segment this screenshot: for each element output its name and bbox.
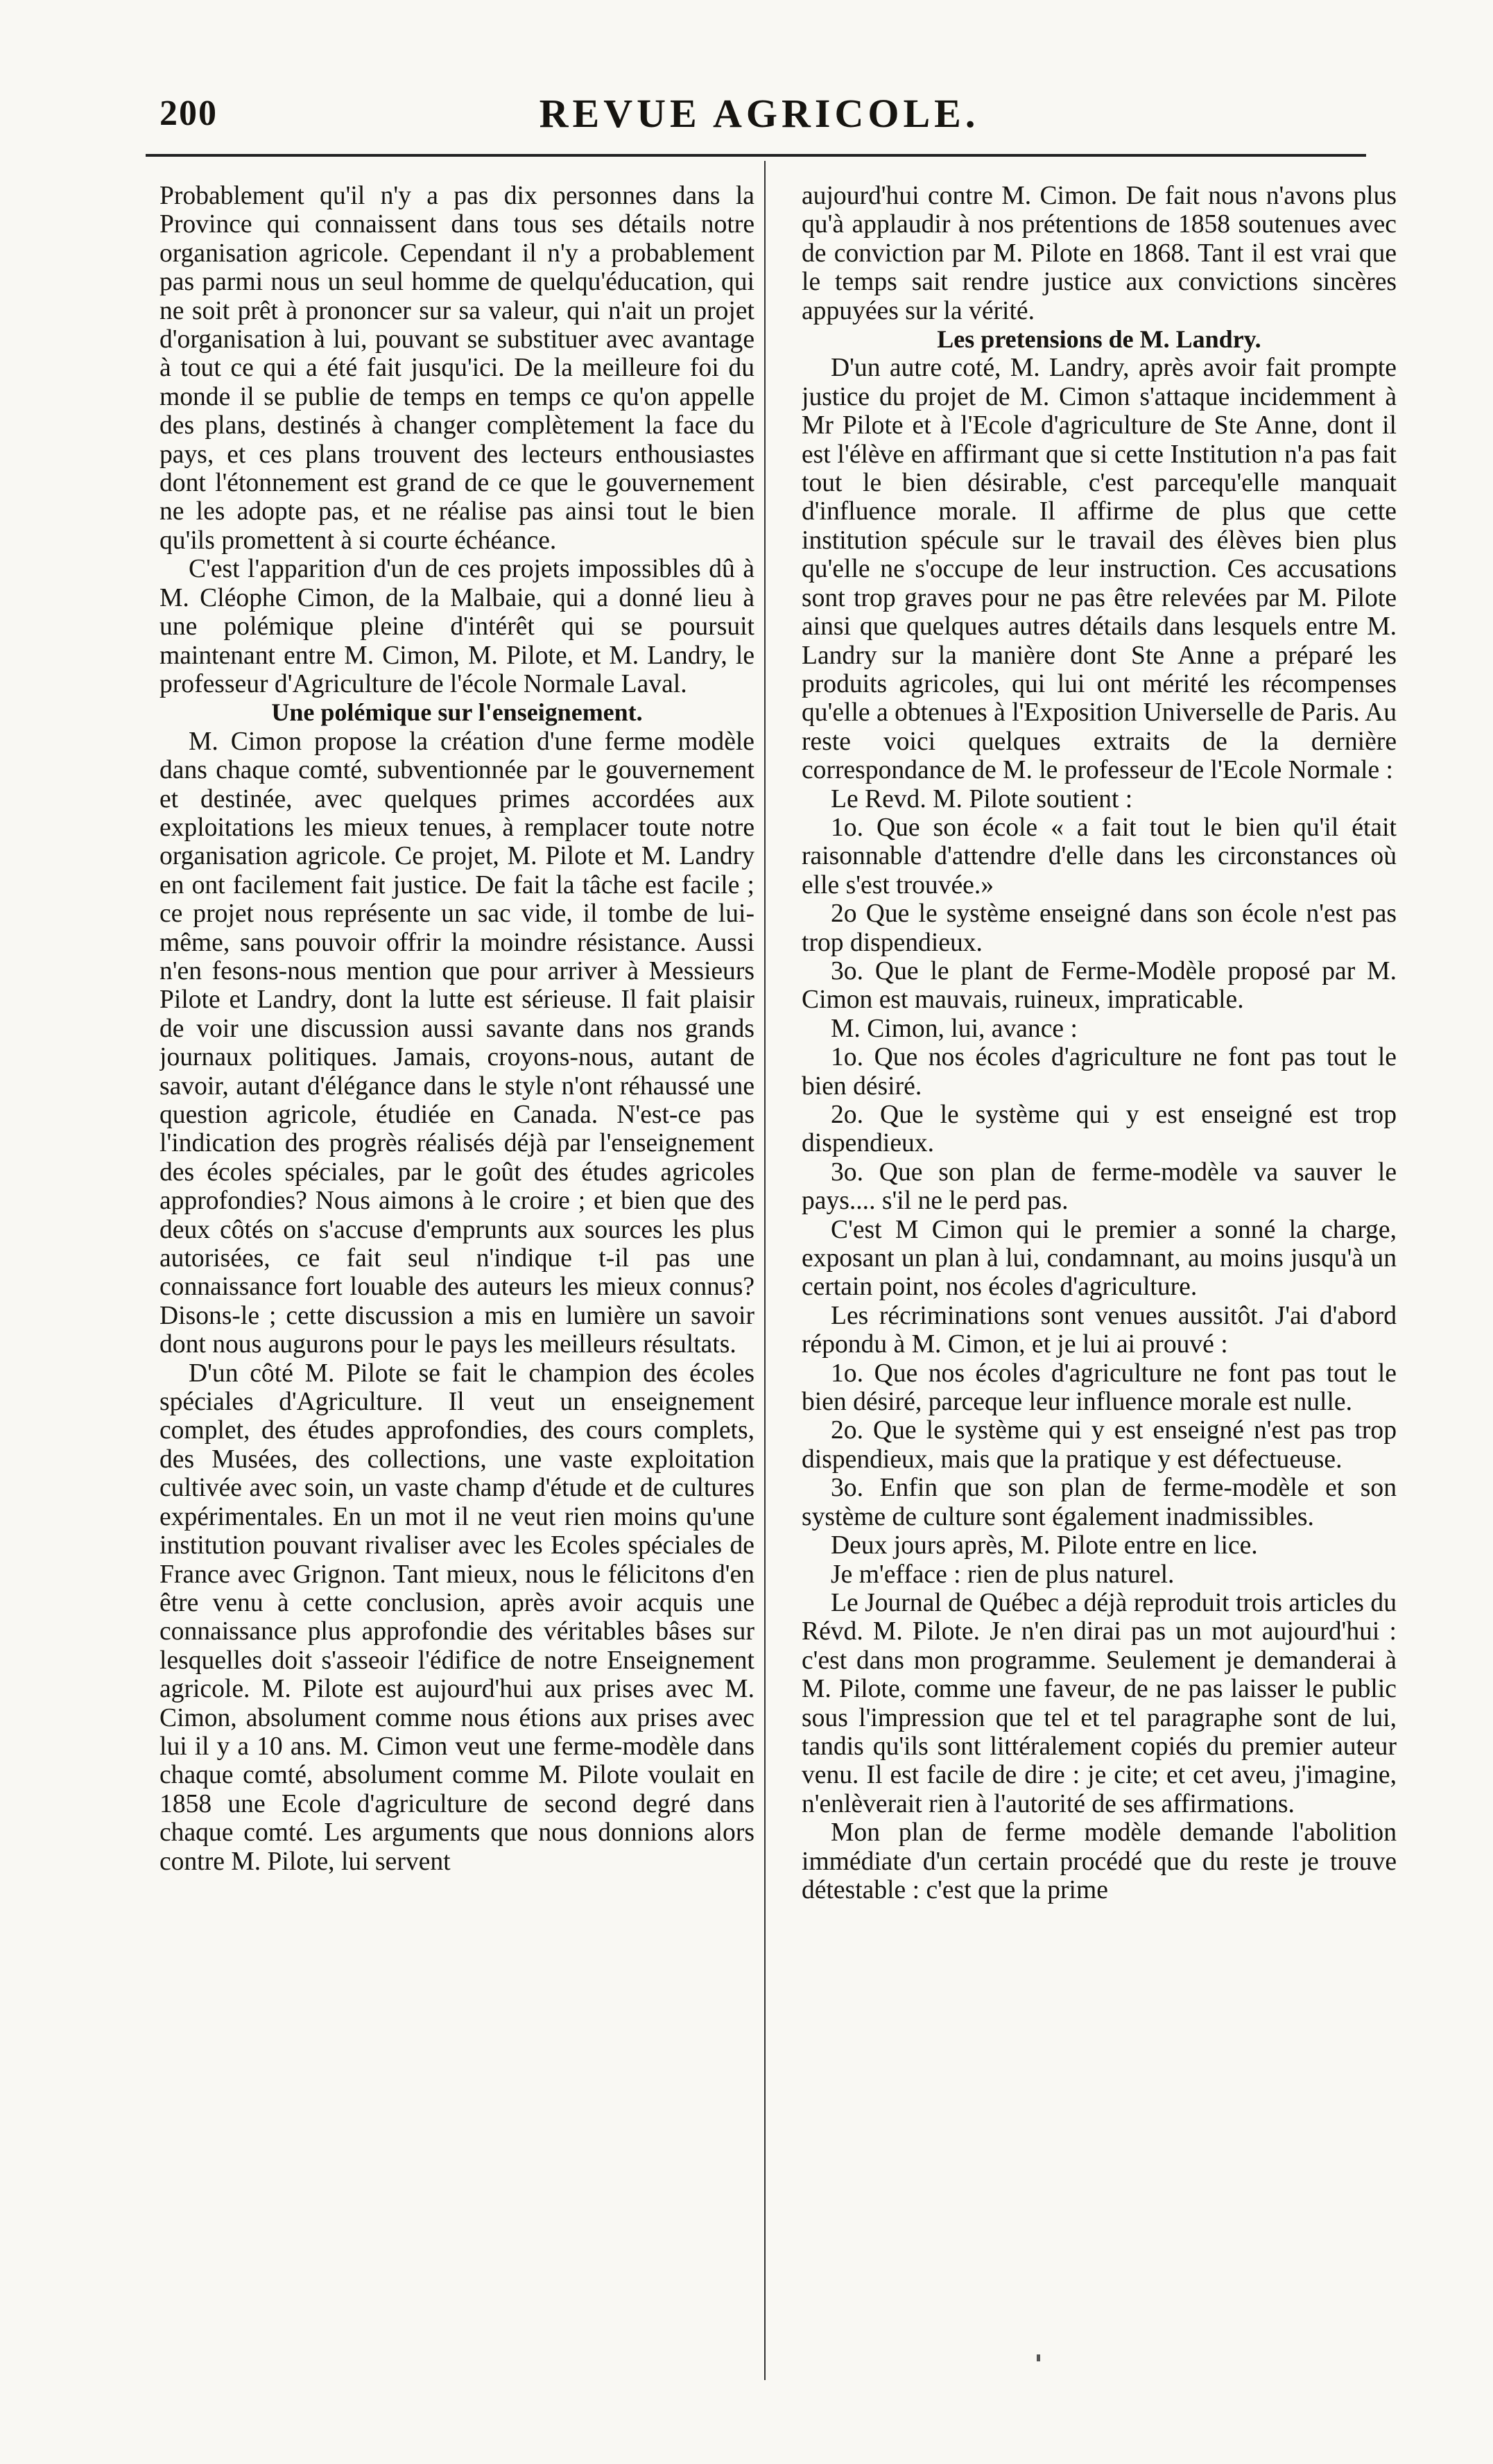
section-heading: Une polémique sur l'enseignement. bbox=[271, 698, 643, 727]
header-rule bbox=[146, 154, 1366, 157]
right-column-paragraph: 2o. Que le système qui y est enseigné n'est pas trop dispendieux, mais que la pratique y est défectueuse. bbox=[802, 1416, 1397, 1474]
right-column-paragraph: Les récriminations sont venues aussitôt. J'ai d'abord répondu à M. Cimon, et je lui ai prouvé : bbox=[802, 1301, 1397, 1359]
right-column-paragraph: M. Cimon, lui, avance : bbox=[831, 1014, 1078, 1043]
right-column-paragraph: Mon plan de ferme modèle demande l'abolition immédiate d'un certain procédé que du reste je trouve détestable : c'est que la prime bbox=[802, 1818, 1397, 1904]
printer-mark bbox=[1037, 2354, 1040, 2361]
right-column-paragraph: 1o. Que son école « a fait tout le bien qu'il était raisonnable d'attendre d'elle dans les circonstances où elle s'est trouvée.» bbox=[802, 813, 1397, 899]
page-number: 200 bbox=[159, 94, 218, 133]
left-column-paragraph: Probablement qu'il n'y a pas dix personnes dans la Province qui connaissent dans tous ses détails notre organisation agricole. Cependant il n'y a probablement pas parmi nous un seul homme de quelqu'éducation, qui ne soit prêt à prononcer sur sa valeur, qui n'ait un projet d'organisation à lui, pouvant se substituer avec avantage à tout ce qui a été fait jusqu'ici. De la meilleure foi du monde il se publie de temps en temps ce qu'on appelle des plans, destinés à changer complètement la face du pays, et ces plans trouvent des lecteurs enthousiastes dont l'étonnement est grand de ce que le gouvernement ne les adopte pas, et ne réalise pas ainsi tout le bien qu'ils promettent à si courte échéance. bbox=[159, 182, 754, 555]
right-column-paragraph: 1o. Que nos écoles d'agriculture ne font pas tout le bien désiré, parceque leur influence morale est nulle. bbox=[802, 1359, 1397, 1417]
left-column-paragraph: M. Cimon propose la création d'une ferme modèle dans chaque comté, subventionnée par le gouvernement et destinée, avec quelques primes accordées aux exploitations les mieux tenues, à remplacer toute notre organisation agricole. Ce projet, M. Pilote et M. Landry en ont facilement fait justice. De fait la tâche est facile ; ce projet nous représente un sac vide, il tombe de lui-même, sans pouvoir offrir la moindre résistance. Aussi n'en fesons-nous mention que pour arriver à Messieurs Pilote et Landry, dont la lutte est sérieuse. Il fait plaisir de voir une discussion aussi savante dans nos grands journaux politiques. Jamais, croyons-nous, autant de savoir, autant d'élégance dans le style n'ont réhaussé une question agricole, étudiée en Canada. N'est-ce pas l'indication des progrès réalisés déjà par l'enseignement des écoles spéciales, par le goût des études agricoles approfondies? Nous aimons à le croire ; et bien que des deux côtés on s'accuse d'emprunts aux sources les plus autorisées, ce fait seul n'indique t-il pas une connaissance fort louable des auteurs les mieux connus? Disons-le ; cette discussion a mis en lumière un savoir dont nous augurons pour le pays les meilleurs résultats. bbox=[159, 727, 754, 1359]
running-title: REVUE AGRICOLE. bbox=[539, 91, 980, 136]
left-column-paragraph: D'un côté M. Pilote se fait le champion des écoles spéciales d'Agriculture. Il veut un enseignement complet, des études approfondies, des cours complets, des Musées, des collections, une vaste exploitation cultivée avec soin, un vaste champ d'étude et de cultures expérimentales. En un mot il ne veut rien moins qu'une institution pouvant rivaliser avec les Ecoles spéciales de France avec Grignon. Tant mieux, nous le félicitons d'en être venu à cette conclusion, après avoir acquis une connaissance plus approfondie des véritables bâses sur lesquelles doit s'asseoir l'édifice de notre Enseignement agricole. M. Pilote est aujourd'hui aux prises avec M. Cimon, absolument comme nous étions aux prises avec lui il y a 10 ans. M. Cimon veut une ferme-modèle dans chaque comté, absolument comme M. Pilote voulait en 1858 une Ecole d'agriculture de second degré dans chaque comté. Les arguments que nous donnions alors contre M. Pilote, lui servent bbox=[159, 1359, 754, 1876]
right-column-paragraph: C'est M Cimon qui le premier a sonné la charge, exposant un plan à lui, condamnant, au moins jusqu'à un certain point, nos écoles d'agriculture. bbox=[802, 1215, 1397, 1302]
right-column-paragraph: Le Journal de Québec a déjà reproduit trois articles du Révd. M. Pilote. Je n'en dirai pas un mot aujourd'hui : c'est dans mon programme. Seulement je demanderai à M. Pilote, comme une faveur, de ne pas laisser le public sous l'impression que tel et tel paragraphe sont de lui, tandis qu'ils sont littéralement copiés du premier auteur venu. Il est facile de dire : je cite; et cet aveu, j'imagine, n'enlèverait rien à l'autorité de ses affirmations. bbox=[802, 1588, 1397, 1818]
right-column-paragraph: 3o. Que son plan de ferme-modèle va sauver le pays.... s'il ne le perd pas. bbox=[802, 1157, 1397, 1216]
right-column-paragraph: 1o. Que nos écoles d'agriculture ne font pas tout le bien désiré. bbox=[802, 1043, 1397, 1101]
right-column-paragraph: Je m'efface : rien de plus naturel. bbox=[831, 1560, 1175, 1589]
right-column-paragraph: 3o. Que le plant de Ferme-Modèle proposé par M. Cimon est mauvais, ruineux, impraticable. bbox=[802, 956, 1397, 1015]
right-column-paragraph: Deux jours après, M. Pilote entre en lice. bbox=[831, 1531, 1258, 1560]
page-header bbox=[159, 83, 1359, 139]
right-column-paragraph: D'un autre coté, M. Landry, après avoir fait prompte justice du projet de M. Cimon s'attaque incidemment à Mr Pilote et à l'Ecole d'agriculture de Ste Anne, dont il est l'élève en affirmant que si cette Institution n'a pas fait tout le bien désirable, c'est parcequ'elle manquait d'influence morale. Il affirme de plus que cette institution spécule sur le travail des élèves bien plus qu'elle ne s'occupe de leur instruction. Ces accusations sont trop graves pour ne pas être relevées par M. Pilote ainsi que quelques autres détails dans lesquels entre M. Landry sur la manière dont Ste Anne a préparé les produits agricoles, qui lui ont mérité les récompenses qu'elle a obtenues à l'Exposition Universelle de Paris. Au reste voici quelques extraits de la dernière correspondance de M. le professeur de l'Ecole Normale : bbox=[802, 354, 1397, 785]
left-column-paragraph: C'est l'apparition d'un de ces projets impossibles dû à M. Cléophe Cimon, de la Malbaie, qui a donné lieu à une polémique pleine d'intérêt qui se poursuit maintenant entre M. Cimon, M. Pilote, et M. Landry, le professeur d'Agriculture de l'école Normale Laval. bbox=[159, 555, 754, 698]
section-heading: Les pretensions de M. Landry. bbox=[937, 325, 1261, 354]
right-column-paragraph: 2o. Que le système qui y est enseigné est trop dispendieux. bbox=[802, 1101, 1397, 1158]
right-column-paragraph: aujourd'hui contre M. Cimon. De fait nous n'avons plus qu'à applaudir à nos prétentions de 1858 soutenues avec de conviction par M. Pilote en 1868. Tant il est vrai que le temps sait rendre justice aux convictions sincères appuyées sur la vérité. bbox=[802, 182, 1397, 325]
right-column-paragraph: Le Revd. M. Pilote soutient : bbox=[831, 784, 1133, 813]
right-column-paragraph: 3o. Enfin que son plan de ferme-modèle et son système de culture sont également inadmissibles. bbox=[802, 1474, 1397, 1531]
right-column-paragraph: 2o Que le système enseigné dans son école n'est pas trop dispendieux. bbox=[802, 899, 1397, 957]
right-column bbox=[802, 182, 1397, 2401]
left-column bbox=[159, 182, 754, 2401]
column-divider bbox=[764, 161, 766, 2380]
